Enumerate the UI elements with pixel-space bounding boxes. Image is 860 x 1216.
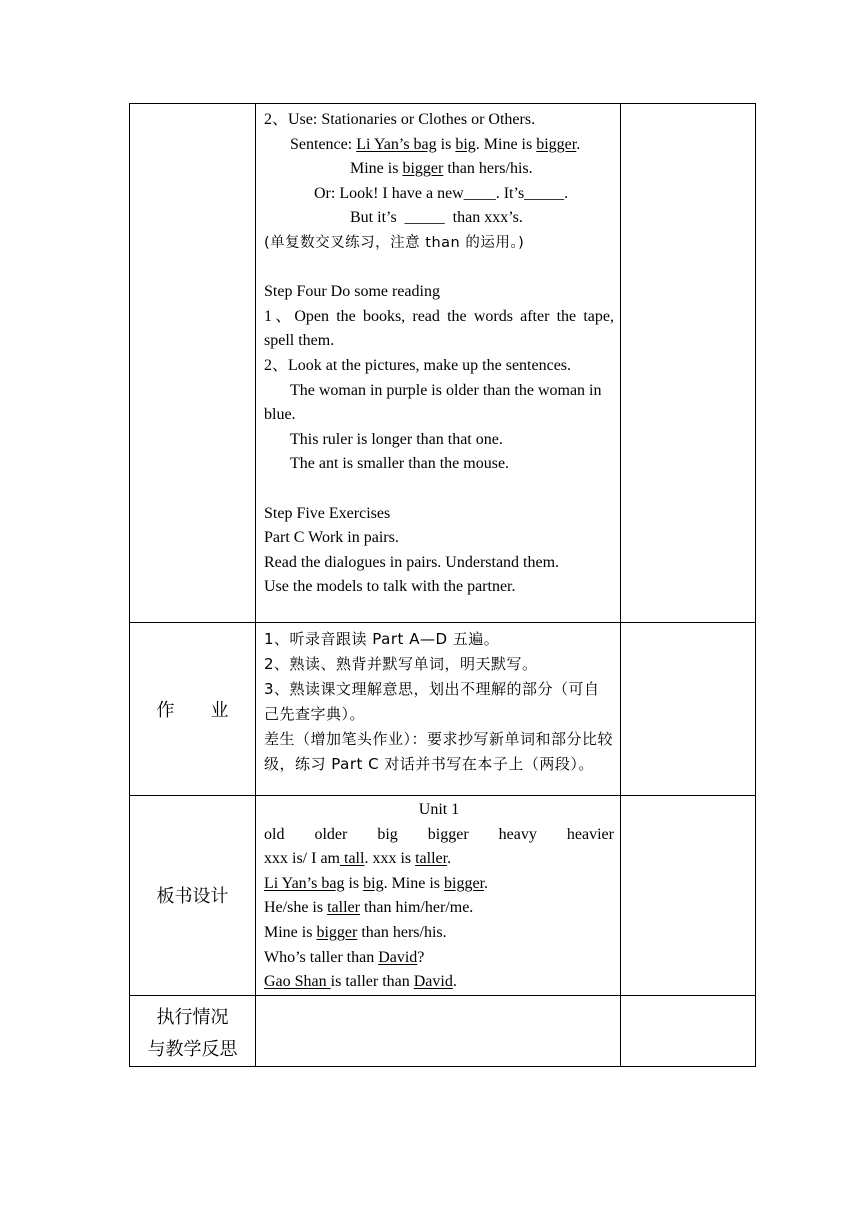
homework-item-1: 1、听录音跟读 Part A—D 五遍。: [264, 630, 500, 648]
board-line-tall: xxx is/ I am tall. xxx is taller.: [264, 850, 452, 868]
or-look-line: Or: Look! I have a new____. It’s_____.: [314, 184, 569, 202]
board-line-answer: Gao Shan is taller than David.: [264, 973, 457, 991]
procedure-extra-cell: [621, 104, 756, 623]
board-title: Unit 1: [418, 801, 460, 818]
board-line-bag: Li Yan’s bag is big. Mine is bigger.: [264, 874, 489, 892]
homework-item-4: 差生（增加笔头作业）：要求抄写新单词和部分比较级，练习 Part C 对话并书写在本子上（两段）。: [264, 730, 614, 773]
step-four-heading: Step Four Do some reading: [264, 283, 440, 301]
procedure-row: [130, 104, 756, 623]
use-models-line: Use the models to talk with the partner.: [264, 578, 516, 596]
homework-row: [130, 623, 756, 796]
sentence-ant: The ant is smaller than the mouse.: [290, 455, 510, 473]
procedure-content-cell: [256, 104, 621, 623]
board-extra-cell: [621, 796, 756, 996]
step-five-heading: Step Five Exercises: [264, 504, 391, 522]
board-word-pairs: old older big bigger heavy heavier: [264, 825, 614, 843]
step-four-item-1: 1、Open the books, read the words after the tape, spell them.: [264, 307, 614, 350]
reflection-label: 执行情况 与教学反思: [130, 995, 256, 1066]
board-line-taller: He/she is taller than him/her/me.: [264, 899, 474, 917]
part-c-line: Part C Work in pairs.: [264, 529, 399, 547]
read-dialogues-line: Read the dialogues in pairs. Understand them.: [264, 553, 560, 571]
board-line-question: Who’s taller than David?: [264, 948, 425, 966]
homework-label: 作 业: [130, 623, 256, 796]
homework-extra-cell: [621, 623, 756, 796]
procedure-label-cell: [130, 104, 256, 623]
but-its-line: But it’s _____ than xxx’s.: [350, 209, 523, 227]
blank-line: [264, 477, 614, 502]
sentence-line: Sentence: Li Yan’s bag is big. Mine is bigger.: [290, 135, 581, 153]
reflection-extra-cell: [621, 995, 756, 1066]
mine-line: Mine is bigger than hers/his.: [350, 160, 533, 178]
homework-item-3: 3、熟读课文理解意思，划出不理解的部分（可自己先查字典）。: [264, 680, 600, 723]
homework-item-2: 2、熟读、熟背并默写单词，明天默写。: [264, 655, 538, 673]
sentence-ruler: This ruler is longer than that one.: [290, 430, 503, 448]
board-label: 板书设计: [130, 796, 256, 996]
homework-content-cell: [256, 623, 621, 796]
note-line: (单复数交叉练习，注意 than 的运用。): [264, 234, 525, 251]
reflection-content-cell: [256, 995, 621, 1066]
step-four-item-2: 2、Look at the pictures, make up the sentences.: [264, 356, 572, 374]
sentence-woman: The woman in purple is older than the woman in blue.: [264, 381, 602, 424]
blank-line: [264, 256, 614, 281]
board-content-cell: [256, 796, 621, 996]
board-line-mine: Mine is bigger than hers/his.: [264, 923, 447, 941]
lesson-plan-table: [129, 103, 756, 1067]
reflection-row: [130, 995, 756, 1066]
board-row: [130, 796, 756, 996]
use-line: 2、Use: Stationaries or Clothes or Others.: [264, 111, 536, 128]
